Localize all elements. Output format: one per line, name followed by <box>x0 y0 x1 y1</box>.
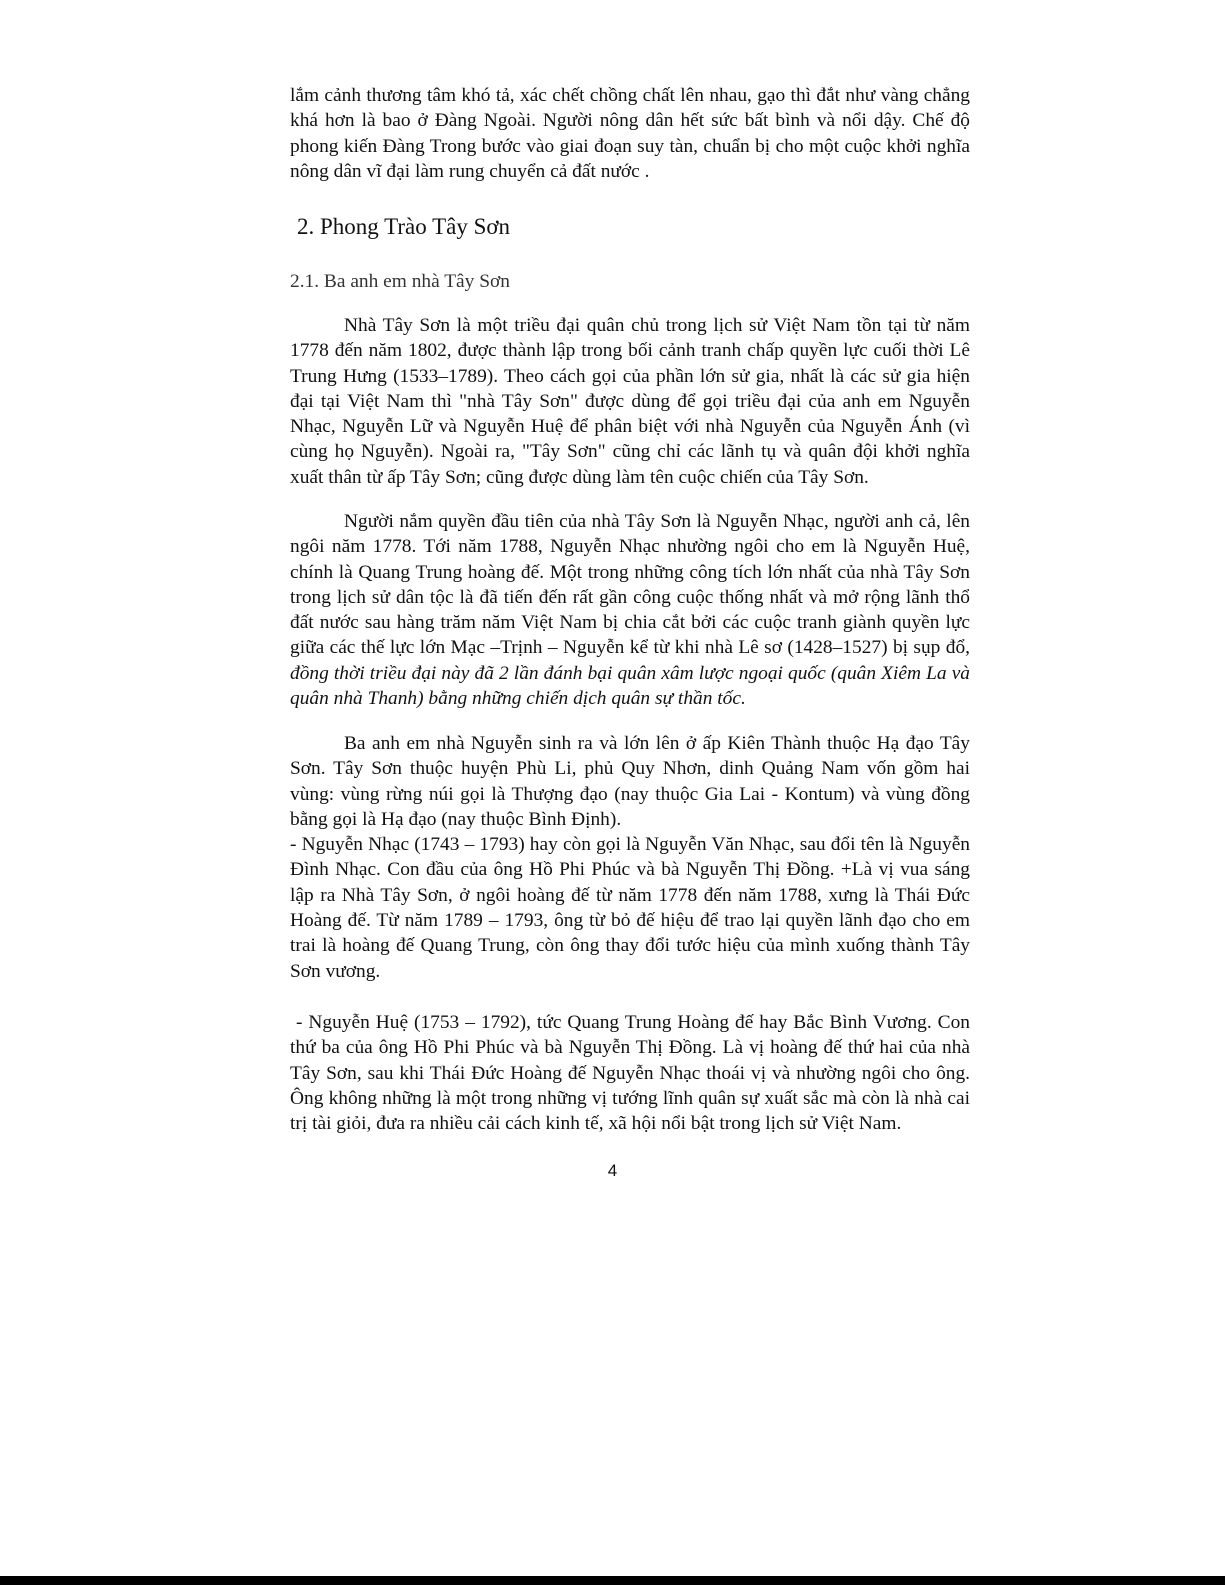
intro-paragraph: lắm cảnh thương tâm khó tả, xác chết chồng chất lên nhau, gạo thì đắt như vàng chẳng khá hơn là bao ở Đàng Ngoài. Người nông dân hết sức bất bình và nổi dậy. Chế độ phong kiến Đàng Trong bước vào giai đoạn suy tàn, chuẩn bị cho một cuộc khởi nghĩa nông dân vĩ đại làm rung chuyển cả đất nước . <box>290 85 970 182</box>
page-number: 4 <box>607 1161 618 1180</box>
paragraph-1: Nhà Tây Sơn là một triều đại quân chủ trong lịch sử Việt Nam tồn tại từ năm 1778 đến năm 1802, được thành lập trong bối cảnh tranh chấp quyền lực cuối thời Lê Trung Hưng (1533–1789). Theo cách gọi của phần lớn sử gia, nhất là các sử gia hiện đại tại Việt Nam thì "nhà Tây Sơn" được dùng để gọi triều đại của anh em Nguyễn Nhạc, Nguyễn Lữ và Nguyễn Huệ để phân biệt với nhà Nguyễn của Nguyễn Ánh (vì cùng họ Nguyễn). Ngoài ra, "Tây Sơn" cũng chỉ các lãnh tụ và quân đội khởi nghĩa xuất thân từ ấp Tây Sơn; cũng được dùng làm tên cuộc chiến của Tây Sơn. <box>290 315 970 488</box>
paragraph-5: - Nguyễn Huệ (1753 – 1792), tức Quang Trung Hoàng đế hay Bắc Bình Vương. Con thứ ba của ông Hồ Phi Phúc và bà Nguyễn Thị Đồng. Là vị hoàng đế thứ hai của nhà Tây Sơn, sau khi Thái Đức Hoàng đế Nguyễn Nhạc thoái vị và nhường ngôi cho ông. Ông không những là một trong những vị tướng lĩnh quân sự xuất sắc mà còn là nhà cai trị tài giỏi, đưa ra nhiều cải cách kinh tế, xã hội nổi bật trong lịch sử Việt Nam. <box>290 1012 975 1135</box>
bottom-border-rule <box>0 1576 1225 1585</box>
paragraph-2 <box>290 509 970 711</box>
paragraph-1-block <box>290 313 970 490</box>
paragraph-2-block <box>290 509 970 711</box>
paragraph-2-italic: đồng thời triều đại này đã 2 lần đánh bại quân xâm lược ngoại quốc (quân Xiêm La và quân nhà Thanh) bằng những chiến dịch quân sự thần tốc. <box>290 662 970 710</box>
paragraph-3-block <box>290 731 970 984</box>
intro-paragraph-block <box>290 83 970 184</box>
paragraph-2-regular: Người nắm quyền đầu tiên của nhà Tây Sơn là Nguyễn Nhạc, người anh cả, lên ngôi năm 1778. Tới năm 1788, Nguyễn Nhạc nhường ngôi cho em là Nguyễn Huệ, chính là Quang Trung hoàng đế. Một trong những công tích lớn nhất của nhà Tây Sơn trong lịch sử dân tộc là đã tiến đến rất gần công cuộc thống nhất và mở rộng lãnh thổ đất nước sau hàng trăm năm Việt Nam bị chia cắt bởi các cuộc tranh giành quyền lực giữa các thế lực lớn Mạc –Trịnh – Nguyễn kể từ khi nhà Lê sơ (1428–1527) bị sụp đổ, <box>290 511 970 659</box>
section-heading: 2. Phong Trào Tây Sơn <box>297 214 511 239</box>
paragraph-4: - Nguyễn Nhạc (1743 – 1793) hay còn gọi là Nguyễn Văn Nhạc, sau đổi tên là Nguyễn Đình Nhạc. Con đầu của ông Hồ Phi Phúc và bà Nguyễn Thị Đồng. +Là vị vua sáng lập ra Nhà Tây Sơn, ở ngôi hoàng đế từ năm 1778 đến năm 1788, xưng là Thái Đức Hoàng đế. Từ năm 1789 – 1793, ông từ bỏ đế hiệu để trao lại quyền lãnh đạo cho em trai là hoàng đế Quang Trung, còn ông thay đổi tước hiệu của mình xuống thành Tây Sơn vương. <box>290 834 970 982</box>
subsection-heading: 2.1. Ba anh em nhà Tây Sơn <box>290 271 510 292</box>
paragraph-3: Ba anh em nhà Nguyễn sinh ra và lớn lên ở ấp Kiên Thành thuộc Hạ đạo Tây Sơn. Tây Sơn thuộc huyện Phù Li, phủ Quy Nhơn, dinh Quảng Nam vốn gồm hai vùng: vùng rừng núi gọi là Thượng đạo (nay thuộc Gia Lai - Kontum) và vùng đồng bằng gọi là Hạ đạo (nay thuộc Bình Định). <box>290 733 970 830</box>
paragraph-5-block <box>290 1010 975 1136</box>
